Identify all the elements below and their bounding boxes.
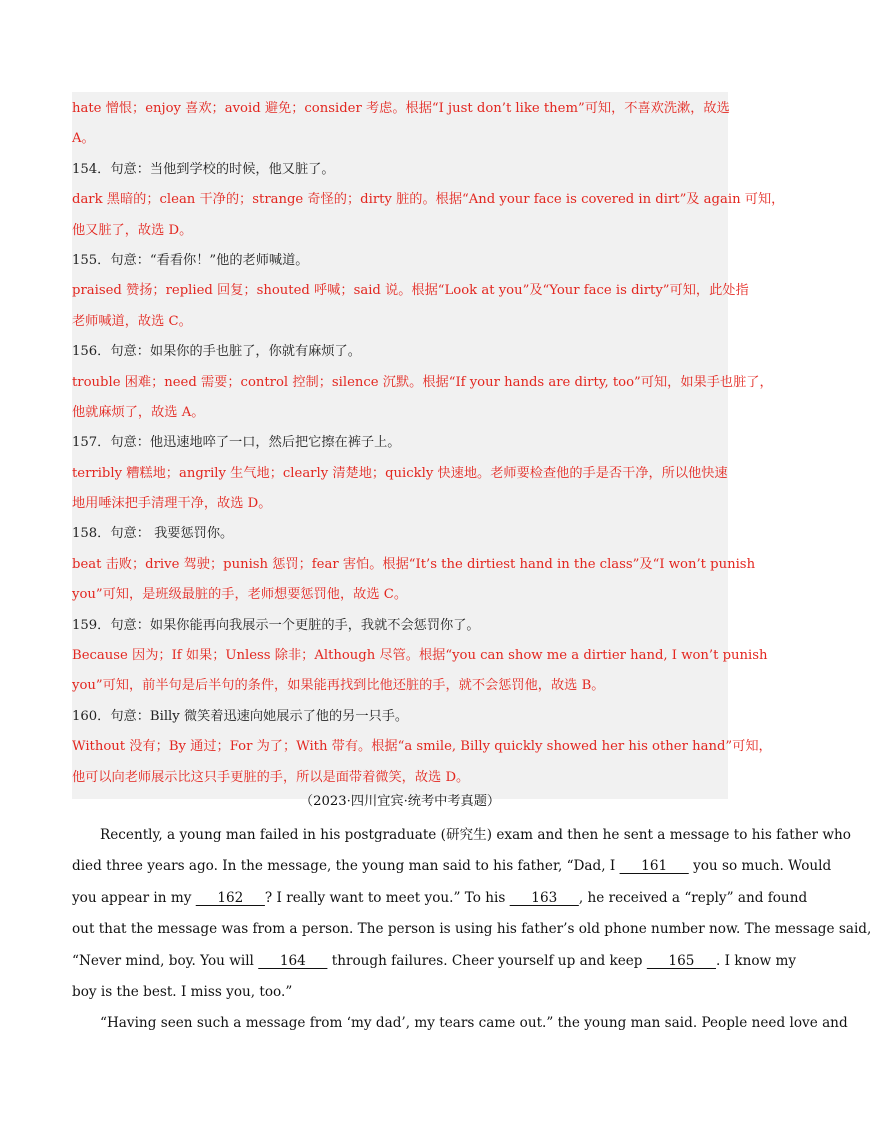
passage-text: you appear in my (72, 889, 196, 906)
answer-explanation-line: praised 赞扬；replied 回复；shouted 呼喊；said 说。根据“Look at you”及“Your face is dirty”可知，此处指 (72, 283, 749, 299)
cloze-blank: 165 (646, 952, 716, 969)
passage-text: out that the message was from a person. The person is using his father’s old phone number now. The message said, (72, 921, 871, 938)
cloze-blank: 162 (195, 889, 265, 906)
answer-explanation-line: Because 因为；If 如果；Unless 除非；Although 尽管。根据“you can show me a dirtier hand, I won’t punish (72, 648, 768, 664)
answer-explanation-line: 他可以向老师展示比这只手更脏的手，所以是面带着微笑，故选 D。 (72, 769, 470, 785)
cloze-blank: 163 (509, 889, 579, 906)
cloze-passage (72, 820, 871, 1040)
passage-line (72, 977, 728, 1008)
answer-explanation-line: you”可知，前半句是后半句的条件，如果能再找到比他还脏的手，就不会惩罚他，故选 B。 (72, 678, 605, 694)
answer-explanation-line: 地用唾沫把手清理干净，故选 D。 (72, 496, 272, 512)
passage-line (72, 820, 851, 851)
passage-text: died three years ago. In the message, the young man said to his father, “Dad, I (72, 858, 620, 875)
passage-text: boy is the best. I miss you, too.” (72, 983, 293, 1000)
answer-explanation-line: trouble 困难；need 需要；control 控制；silence 沉默。根据“If your hands are dirty, too”可知，如果手也脏了， (72, 374, 773, 390)
answer-explanation-line: dark 黑暗的；clean 干净的；strange 奇怪的；dirty 脏的。根据“And your face is covered in dirt”及 again 可知， (72, 192, 785, 208)
passage-text: Recently, a young man failed in his postgraduate (研究生) exam and then he sent a message to his father who (100, 827, 851, 843)
passage-line (72, 914, 871, 945)
answer-sentence-meaning: 157．句意：他迅速地啐了一口，然后把它擦在裤子上。 (72, 435, 401, 451)
answer-sentence-meaning: 155．句意：“看看你！”他的老师喊道。 (72, 252, 309, 268)
passage-line (72, 1008, 848, 1039)
answer-explanation-line: hate 憎恨；enjoy 喜欢；avoid 避免；consider 考虑。根据“I just don’t like them”可知，不喜欢洗漱，故选 (72, 101, 730, 116)
answer-explanation-line: 他又脏了，故选 D。 (72, 222, 193, 238)
answer-sentence-meaning: 159．句意：如果你能再向我展示一个更脏的手，我就不会惩罚你了。 (72, 617, 480, 633)
answer-explanations (72, 92, 785, 799)
passage-text: you so much. Would (688, 858, 832, 875)
passage-line (72, 946, 797, 977)
answer-explanation-line: 他就麻烦了，故选 A。 (72, 404, 205, 420)
passage-text: , he received a “reply” and found (578, 889, 808, 906)
answer-sentence-meaning: 158．句意： 我要惩罚你。 (72, 526, 234, 542)
answer-sentence-meaning: 156．句意：如果你的手也脏了，你就有麻烦了。 (72, 344, 361, 360)
answer-explanation-line: A。 (72, 131, 95, 147)
cloze-blank: 161 (619, 858, 689, 875)
question-source: （2023·四川宜宾·统考中考真题） (299, 794, 501, 809)
answer-explanation-line: Without 没有；By 通过；For 为了；With 带有。根据“a smile, Billy quickly showed her his other hand”可知， (72, 739, 772, 755)
answer-sentence-meaning: 154．句意：当他到学校的时候，他又脏了。 (72, 161, 335, 177)
passage-text: ? I really want to meet you.” To his (264, 889, 510, 906)
passage-text: “Having seen such a message from ‘my dad’, my tears came out.” the young man said. People need love and (100, 1015, 848, 1032)
passage-text: . I know my (716, 952, 797, 969)
answer-sentence-meaning: 160．句意：Billy 微笑着迅速向她展示了他的另一只手。 (72, 708, 409, 724)
answer-explanation-line: you”可知，是班级最脏的手，老师想要惩罚他，故选 C。 (72, 587, 408, 603)
passage-line (72, 851, 832, 882)
cloze-blank: 164 (258, 952, 328, 969)
answer-explanation-line: terribly 糟糕地；angrily 生气地；clearly 清楚地；quickly 快速地。老师要检查他的手是否干净，所以他快速 (72, 465, 728, 481)
answer-explanation-line: 老师喊道，故选 C。 (72, 313, 192, 329)
passage-text: through failures. Cheer yourself up and keep (327, 952, 647, 969)
answer-explanation-line: beat 击败；drive 驾驶；punish 惩罚；fear 害怕。根据“It’s the dirtiest hand in the class”及“I won’t punish (72, 556, 756, 572)
passage-line (72, 883, 808, 914)
passage-text: “Never mind, boy. You will (72, 952, 259, 969)
